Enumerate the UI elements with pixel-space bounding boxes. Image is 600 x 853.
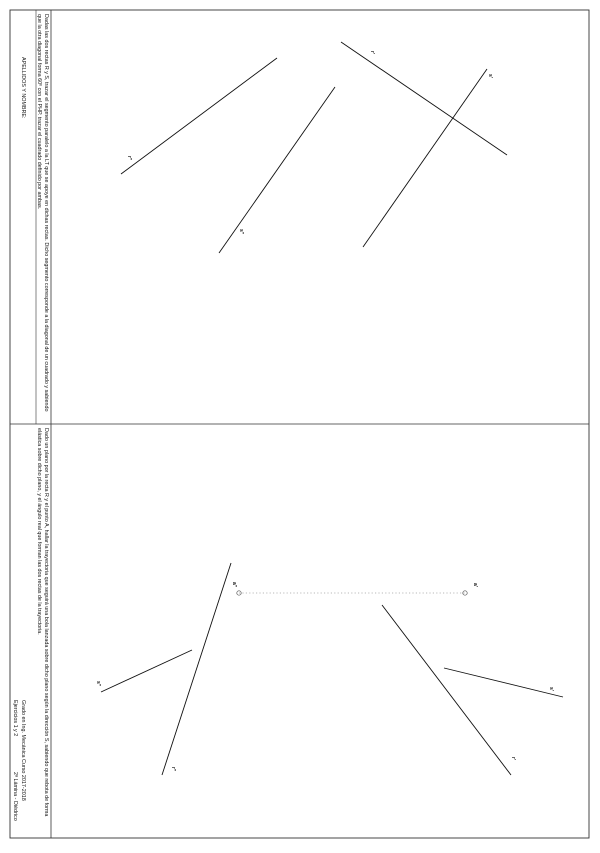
exercise-1-statement: Dadas las dos rectas R y S, trazar el segmento paralelo a la LT que se apoye en dichas rectas. Dicho segmento corresponde a la diagonal de un cuadrado y sabiendo que la otra diagonal forma 60º con el PHP. trazar el cuadrado definido por ambas.	[36, 14, 49, 412]
label-ex2-a-double-prime: a''	[231, 582, 237, 588]
label-ex1-s-double-prime: s''	[238, 229, 244, 235]
label-ex1-s-prime: s'	[487, 74, 493, 78]
ex2-line-s-prime	[444, 668, 563, 697]
label-ex2-s-prime: s'	[548, 687, 554, 691]
ex1-line-r-double-prime	[121, 58, 277, 174]
title-block-exercises: Ejercicios 1 y 2	[12, 700, 18, 737]
ex1-line-s-prime	[363, 69, 487, 247]
ex2-line-r-prime	[382, 605, 511, 775]
student-name-field: APELLIDOS Y NOMBRE:	[20, 57, 26, 119]
label-ex2-r-prime: r'	[510, 757, 516, 761]
label-ex2-s-double-prime: s''	[95, 681, 101, 687]
ex1-line-r-prime	[341, 42, 507, 155]
title-block-sheet: 2ª Lámina - Diédrico	[12, 772, 18, 821]
label-ex2-a-prime: a'	[472, 583, 478, 587]
exercise-2-statement: Dado un plano por la recta R y el punto A, hallar la trayectoria que seguirá una bola lanzada sobre dicho plano según la dirección S, sabiendo que rebota de forma elástica sobre dicho plano, y el ángulo real que forman las dos rectas de la trayectoria.	[36, 428, 49, 817]
label-ex1-r-double-prime: r''	[126, 156, 132, 161]
ex1-line-s-double-prime	[219, 87, 335, 253]
label-ex2-r-double-prime: r''	[170, 767, 176, 772]
ex2-line-r-double-prime	[162, 563, 231, 775]
title-block-degree: Grado en Ing. Mecánica Curso 2017-2018	[20, 700, 26, 801]
label-ex1-r-prime: r'	[369, 51, 375, 55]
ex2-line-s-double-prime	[101, 650, 192, 692]
